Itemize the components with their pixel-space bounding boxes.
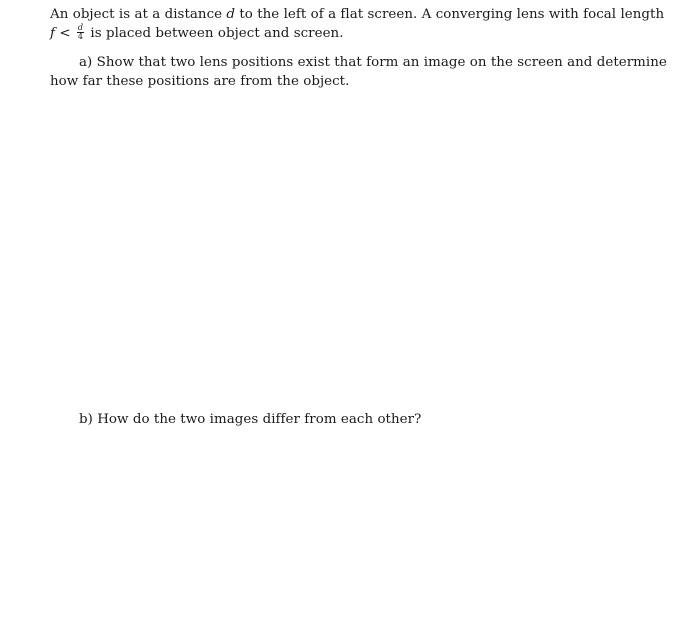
- variable-f: f: [50, 26, 56, 41]
- part-b-question: b) How do the two images differ from each other?: [79, 412, 422, 427]
- intro-text-before-d: An object is at a distance: [50, 7, 227, 22]
- part-a-line-2: how far these positions are from the object.: [50, 74, 350, 89]
- fraction-d-over-4: [77, 24, 84, 41]
- fraction-numerator: d: [77, 23, 84, 32]
- fraction-denominator: 4: [77, 32, 84, 41]
- part-a-line-1: a) Show that two lens positions exist that form an image on the screen and determine: [79, 55, 667, 70]
- intro-text-rest: is placed between object and screen.: [86, 26, 344, 41]
- intro-text-after-d: to the left of a flat screen. A converging lens with focal length: [235, 7, 665, 22]
- problem-intro-line-1: [50, 6, 665, 24]
- problem-intro-line-2: [50, 25, 344, 43]
- variable-d: d: [226, 7, 236, 22]
- less-than-sign: <: [55, 26, 75, 41]
